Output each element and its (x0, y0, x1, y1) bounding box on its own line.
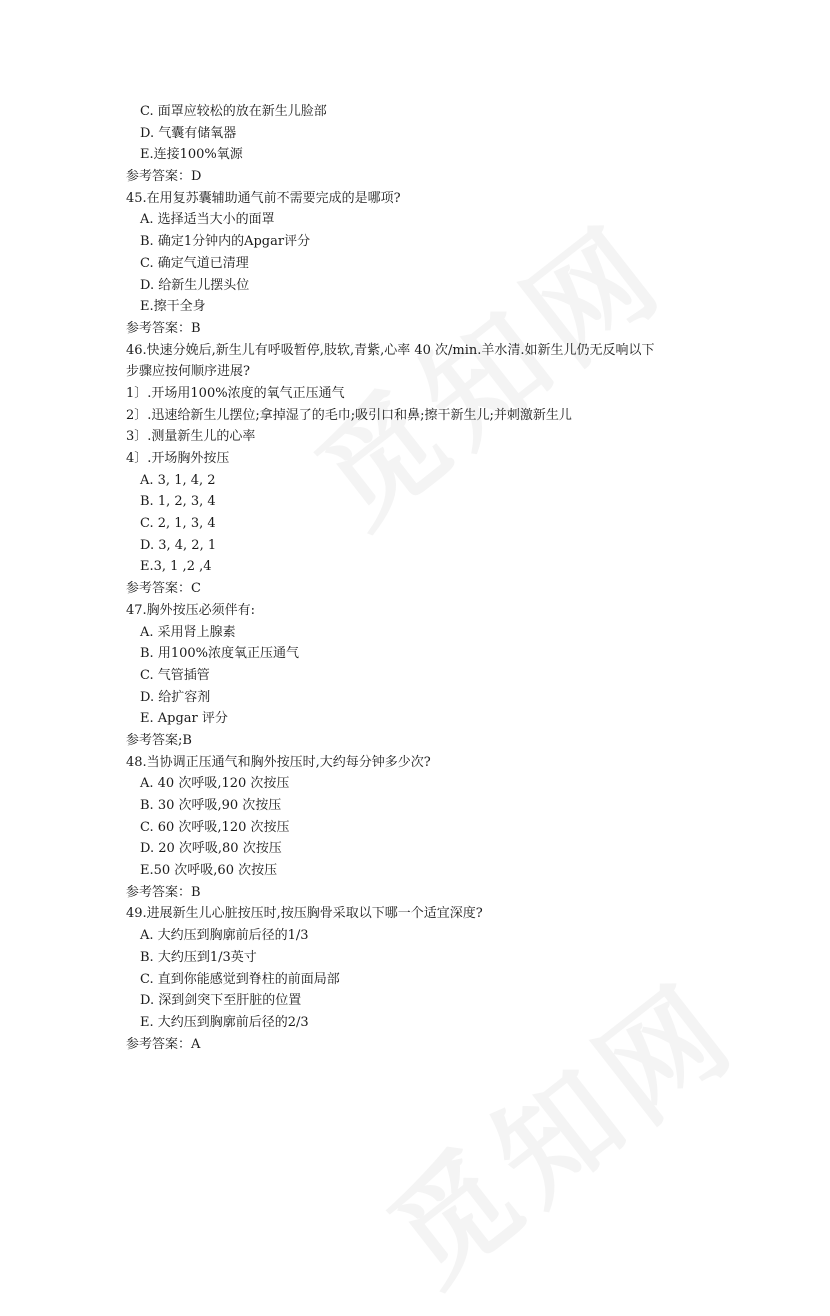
answer-option: A. 40 次呼吸,120 次按压 (140, 776, 290, 792)
answer-option: C. 60 次呼吸,120 次按压 (140, 819, 290, 835)
answer-option: B. 1, 2, 3, 4 (140, 494, 216, 510)
document-body (126, 101, 766, 1055)
reference-answer: 参考答案：C (126, 581, 201, 597)
question-text: 45.在用复苏囊辅助通气前不需要完成的是哪项? (126, 190, 401, 206)
answer-option: C. 确定气道已清理 (140, 255, 249, 271)
reference-answer: 参考答案;B (126, 732, 192, 748)
question-text: 48.当协调正压通气和胸外按压时,大约每分钟多少次? (126, 754, 431, 770)
answer-option: A. 采用肾上腺素 (140, 624, 236, 640)
answer-option: B. 30 次呼吸,90 次按压 (140, 798, 282, 813)
answer-option: E.3, 1 ,2 ,4 (140, 559, 212, 575)
answer-option: C. 直到你能感觉到脊柱的前面局部 (140, 971, 340, 987)
answer-option: C. 面罩应较松的放在新生儿脸部 (140, 104, 327, 119)
answer-option: B. 确定1分钟内的Apgar评分 (140, 234, 311, 250)
question-text: 3〕.测量新生儿的心率 (126, 429, 256, 445)
reference-answer: 参考答案：B (126, 884, 201, 900)
answer-option: A. 大约压到胸廓前后径的1/3 (140, 928, 309, 944)
reference-answer: 参考答案：A (126, 1036, 201, 1052)
answer-option: E. 大约压到胸廓前后径的2/3 (140, 1014, 309, 1030)
answer-option: A. 选择适当大小的面罩 (140, 212, 275, 228)
question-text: 步骤应按何顺序进展? (126, 364, 250, 380)
question-text: 46.快速分娩后,新生儿有呼吸暂停,肢软,青紫,心率 40 次/min.羊水清.如新生儿仍无反响以下 (126, 342, 655, 358)
answer-option: D. 气囊有储氧器 (140, 125, 237, 141)
reference-answer: 参考答案：D (126, 169, 202, 185)
question-text: 4〕.开场胸外按压 (126, 451, 230, 466)
question-text: 2〕.迅速给新生儿摆位;拿掉湿了的毛巾;吸引口和鼻;擦干新生儿;并刺激新生儿 (126, 407, 572, 423)
answer-option: E.50 次呼吸,60 次按压 (140, 863, 278, 879)
answer-option: B. 大约压到1/3英寸 (140, 949, 257, 965)
question-text: 49.进展新生儿心脏按压时,按压胸骨采取以下哪一个适宜深度? (126, 906, 483, 922)
answer-option: C. 气管插管 (140, 667, 210, 683)
answer-option: C. 2, 1, 3, 4 (140, 516, 216, 532)
answer-option: D. 给新生儿摆头位 (140, 277, 250, 293)
answer-option: D. 给扩容剂 (140, 689, 211, 705)
answer-option: D. 3, 4, 2, 1 (140, 537, 217, 553)
question-text: 1〕.开场用100%浓度的氧气正压通气 (126, 385, 345, 401)
answer-option: D. 20 次呼吸,80 次按压 (140, 841, 282, 857)
answer-option: A. 3, 1, 4, 2 (140, 472, 216, 488)
answer-option: E. Apgar 评分 (140, 711, 228, 727)
reference-answer: 参考答案：B (126, 320, 201, 336)
answer-option: E.擦干全身 (140, 299, 206, 315)
answer-option: E.连接100%氧源 (140, 147, 243, 163)
answer-option: D. 深到剑突下至肝脏的位置 (140, 993, 302, 1009)
question-text: 47.胸外按压必须伴有: (126, 602, 256, 618)
answer-option: B. 用100%浓度氧正压通气 (140, 646, 299, 662)
